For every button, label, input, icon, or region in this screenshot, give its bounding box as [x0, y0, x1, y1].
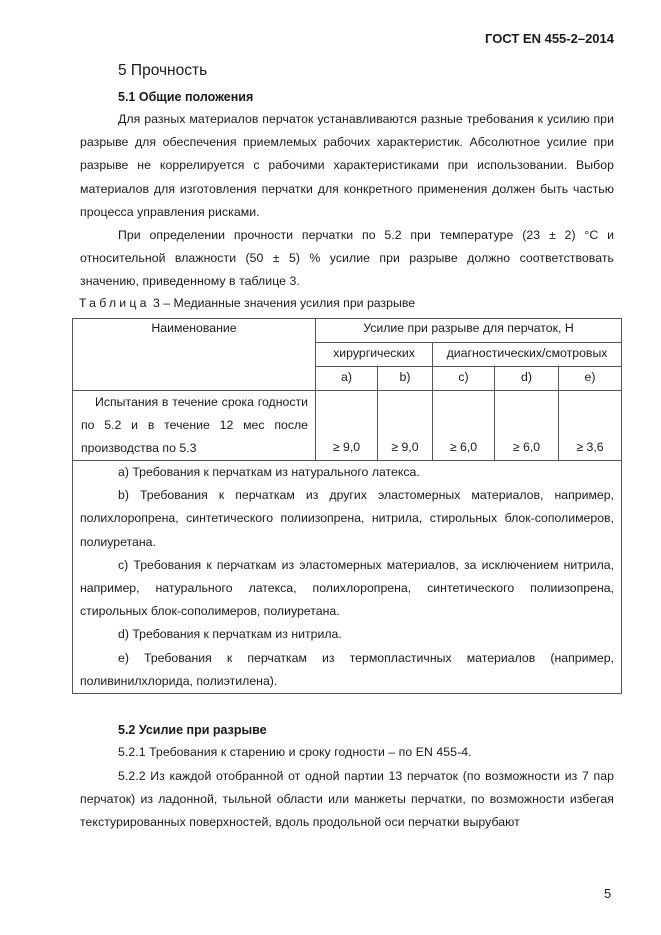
footnote-letter-e: e): [559, 367, 622, 391]
column-header-force-group: Усилие при разрыве для перчаток, Н: [316, 319, 622, 343]
value-cell-c: ≥ 6,0: [433, 391, 495, 461]
value-cell-a: ≥ 9,0: [316, 391, 378, 461]
table-3-caption-text: 3 – Медианные значения усилия при разрыве: [149, 296, 416, 310]
note-b: b) Требования к перчаткам из других эластомерных материалов, например, полихлоропрена, синтетического полиизопрена, нитрила, стирольных блок-сополимеров, полиуретана.: [80, 488, 615, 549]
page-number: 5: [604, 886, 612, 901]
note-c: с) Требования к перчаткам из эластомерных материалов, за исключением нитрила, например, натурального латекса, полихлоропрена, синтетического полиизопрена, стирольных блок-сополимеров, полиуретана.: [80, 557, 615, 619]
note-d: d) Требования к перчаткам из нитрила.: [118, 627, 342, 642]
note-a: а) Требования к перчаткам из натурального латекса.: [118, 465, 420, 479]
column-header-name: Наименование: [73, 319, 316, 391]
value-cell-d: ≥ 6,0: [495, 391, 559, 461]
paragraph-5-2-1: 5.2.1 Требования к старению и сроку годности – по EN 455-4.: [118, 745, 472, 759]
paragraph-general-1: Для разных материалов перчаток устанавливаются разные требования к усилию при разрыве для обеспечения приемлемых рабочих характеристик. Абсолютное усилие при разрыве не коррелируется с рабочими характеристиками при использовании. Выбор материалов для изготовления перчатки для конкретного применения должен быть частью процесса управления рисками.: [80, 112, 614, 219]
row-name-shelf-life: Испытания в течение срока годности по 5.2 и в течение 12 мес после производства по 5.3: [73, 391, 316, 461]
subheader-surgical: хирургических: [316, 343, 433, 367]
paragraph-general-2: При определении прочности перчатки по 5.2 при температуре (23 ± 2) °C и относительной влажности (50 ± 5) % усилие при разрыве должно соответствовать значению, приведенному в таблице 3.: [80, 228, 614, 289]
subheader-diagnostic: диагностических/смотровых: [433, 343, 622, 367]
table-3: [72, 318, 622, 694]
value-cell-b: ≥ 9,0: [378, 391, 433, 461]
table-3-caption-word: Таблица: [79, 296, 150, 310]
footnote-letter-b: b): [378, 367, 433, 391]
footnote-letter-d: d): [495, 367, 559, 391]
document-header-id: ГОСТ EN 455-2–2014: [485, 31, 614, 46]
table-notes: [73, 461, 622, 694]
note-e: е) Требования к перчаткам из термопластичных материалов (например, поливинилхлорида, полиэтилена).: [80, 650, 615, 688]
section-5-title: 5 Прочность: [118, 62, 208, 79]
value-cell-e: ≥ 3,6: [559, 391, 622, 461]
paragraph-5-2-2: 5.2.2 Из каждой отобранной от одной партии 13 перчаток (по возможности из 7 пар перчаток) из ладонной, тыльной области или манжеты перчатки, по возможности избегая текстурированных поверхностей, вдоль продольной оси перчатки вырубают: [80, 769, 614, 830]
section-5-1-title: 5.1 Общие положения: [118, 90, 254, 104]
footnote-letter-a: а): [316, 367, 378, 391]
section-5-2-title: 5.2 Усилие при разрыве: [118, 723, 267, 737]
table-3-caption: [79, 296, 415, 310]
footnote-letter-c: c): [433, 367, 495, 391]
